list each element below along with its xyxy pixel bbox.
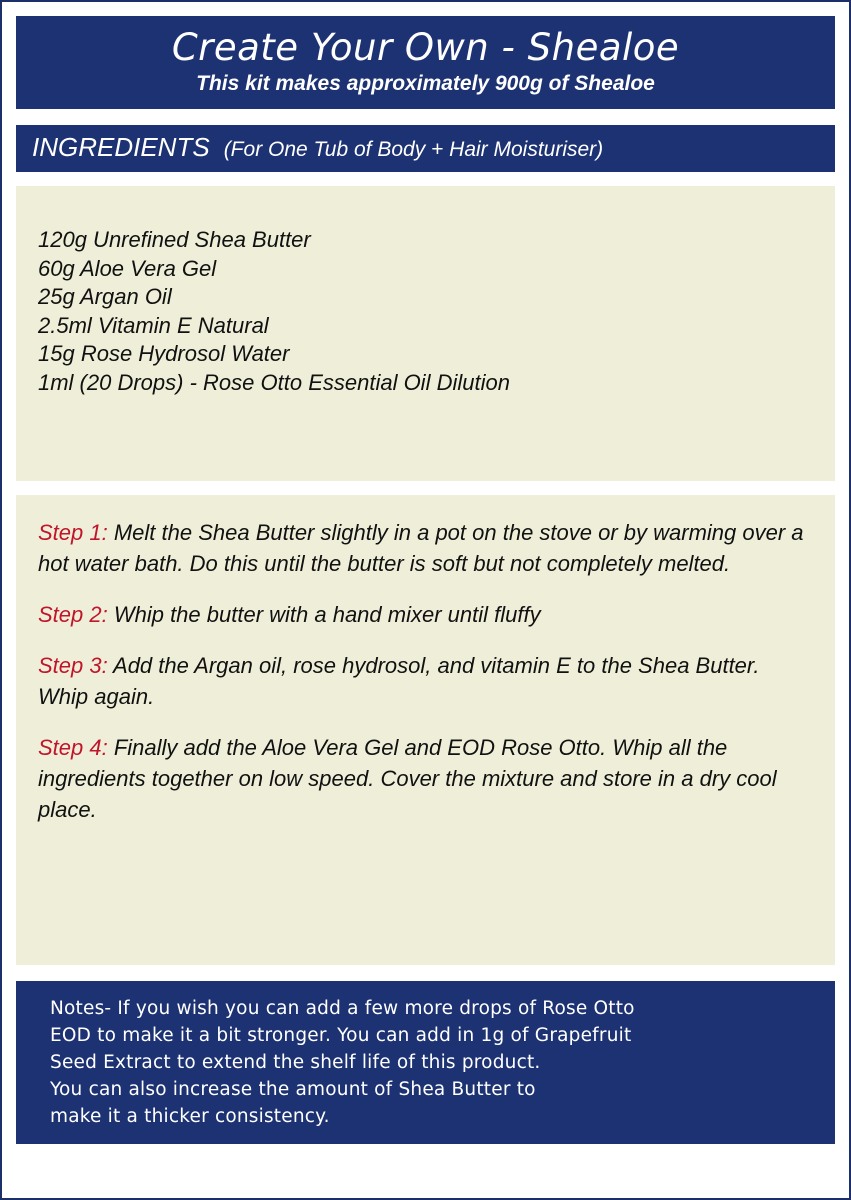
instruction-step [38,732,811,825]
step-text: Melt the Shea Butter slightly in a pot on the stove or by warming over a hot water bath. Do this until the butter is soft but not completely melted. [38,520,804,576]
page-content [16,16,835,1186]
step-label: Step 1: [38,520,108,545]
list-item: 2.5ml Vitamin E Natural [38,312,269,338]
instruction-step [38,599,811,630]
instructions-panel [16,495,835,965]
instruction-step [38,650,811,712]
notes-line: You can also increase the amount of Shea Butter to [50,1079,536,1100]
step-text: Whip the butter with a hand mixer until fluffy [107,602,541,627]
notes-line: make it a thicker consistency. [50,1106,330,1127]
ingredients-section-bar [16,125,835,172]
notes-panel [16,981,835,1144]
page-subtitle: This kit makes approximately 900g of Shealoe [196,72,655,95]
list-item: 25g Argan Oil [38,284,172,309]
header-banner [16,16,835,109]
notes-line: Notes- If you wish you can add a few more drops of Rose Otto [50,998,635,1019]
notes-line: Seed Extract to extend the shelf life of this product. [50,1052,541,1073]
list-item: 1ml (20 Drops) - Rose Otto Essential Oil Dilution [38,369,510,395]
step-label: Step 2: [38,602,108,627]
list-item: 15g Rose Hydrosol Water [38,341,290,366]
ingredients-subheading: (For One Tub of Body + Hair Moisturiser) [223,138,604,161]
step-label: Step 3: [38,653,108,678]
ingredients-panel [16,186,835,481]
step-text: Add the Argan oil, rose hydrosol, and vitamin E to the Shea Butter. Whip again. [38,653,760,709]
step-label: Step 4: [38,735,108,760]
list-item: 60g Aloe Vera Gel [38,255,217,281]
ingredients-heading: INGREDIENTS [32,132,210,162]
page-title: Create Your Own - Shealoe [171,26,680,69]
list-item: 120g Unrefined Shea Butter [38,227,311,252]
step-text: Finally add the Aloe Vera Gel and EOD Rose Otto. Whip all the ingredients together on low speed. Cover the mixture and store in a dry cool place. [38,735,777,822]
notes-line: EOD to make it a bit stronger. You can add in 1g of Grapefruit [50,1025,632,1046]
instruction-step [38,517,811,579]
